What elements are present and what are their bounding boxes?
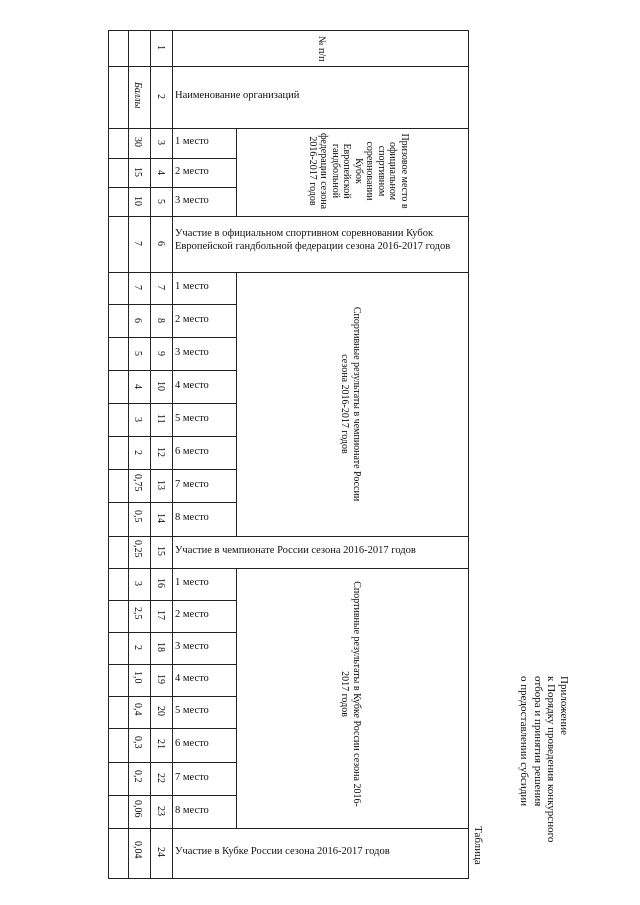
row-label: 6 место	[175, 445, 209, 457]
row-divider	[108, 436, 237, 437]
group-label-russia-championship: Спортивные результаты в чемпионате России сезона 2016-2017 годов	[339, 306, 362, 502]
row-points: 3	[132, 581, 143, 586]
row-number: 3	[155, 140, 166, 145]
group-column-divider	[236, 272, 237, 536]
row-divider	[108, 795, 237, 796]
row-divider	[108, 762, 237, 763]
row-points: 3	[132, 416, 143, 422]
header-number-label	[316, 36, 327, 62]
row-number: 20	[155, 706, 166, 716]
row-number: 23	[155, 805, 166, 816]
row-label: Участие в Кубке России сезона 2016-2017 годов	[175, 846, 390, 857]
table-caption: Таблица	[472, 826, 484, 865]
row-points: 0,04	[132, 841, 143, 859]
row-label: 1 место	[175, 136, 209, 147]
row-number: 4	[155, 169, 166, 175]
row-divider	[108, 664, 237, 665]
group-column-divider	[236, 568, 237, 828]
row-points: 2	[132, 645, 143, 650]
row-label: 3 место	[175, 346, 209, 358]
appendix-note-line: к Порядку проведения конкурсного	[544, 676, 557, 843]
row-label: 8 место	[175, 804, 209, 816]
row-points: 0,75	[132, 473, 143, 491]
row-number: 24	[155, 847, 166, 857]
row-divider	[108, 568, 469, 569]
row-points: 1,0	[132, 671, 143, 684]
row-points: 15	[132, 166, 143, 177]
appendix-note-line: Приложение	[558, 676, 570, 736]
row-divider	[108, 370, 237, 371]
row-number: 16	[155, 578, 166, 588]
row-number: 21	[155, 739, 166, 749]
row-number: 18	[155, 642, 166, 652]
row-points: 0,3	[132, 736, 143, 749]
row-divider	[108, 337, 237, 338]
row-number: 6	[155, 241, 166, 246]
row-divider	[108, 403, 237, 404]
row-number: 14	[155, 513, 166, 523]
row-divider	[108, 600, 237, 601]
row-number: 11	[155, 413, 166, 424]
row-number: 10	[155, 380, 166, 391]
row-label: 1 место	[175, 281, 209, 292]
row-points: 5	[132, 350, 143, 356]
row-points: 0,2	[132, 769, 143, 782]
row-label: 2 место	[175, 609, 209, 620]
row-number: 12	[155, 446, 166, 457]
row-divider	[108, 30, 469, 31]
row-label: Наименование организаций	[175, 90, 300, 101]
appendix-note-line: о предоставлении субсидии	[518, 676, 531, 807]
row-label: 3 место	[175, 641, 209, 652]
row-label: 3 место	[175, 194, 209, 206]
group-label-ehf-prize: Призовое место в официальном спортивном соревновании Кубок Европейской гандбольной федерации сезона 2016-2017 годов	[307, 132, 410, 210]
row-points: 7	[132, 241, 143, 246]
row-divider	[108, 728, 237, 729]
row-points: 10	[132, 195, 143, 206]
row-label: 2 место	[175, 313, 209, 325]
row-label: 5 место	[175, 412, 209, 424]
row-label: 1 место	[175, 577, 209, 588]
row-label: 4 место	[175, 379, 209, 391]
row-label: 8 место	[175, 512, 209, 523]
row-divider	[108, 469, 237, 470]
row-number: 22	[155, 772, 166, 783]
row-divider	[108, 216, 469, 217]
row-points: 6	[132, 317, 143, 323]
row-number: 2	[155, 94, 166, 99]
row-number: 1	[155, 45, 166, 50]
row-number: 9	[155, 350, 166, 356]
row-divider	[108, 158, 237, 159]
row-points: 4	[132, 383, 143, 389]
row-label: Участие в чемпионате России сезона 2016-2017 годов	[175, 545, 416, 556]
row-points: 2,5	[132, 607, 143, 620]
row-divider	[108, 272, 469, 273]
row-divider	[108, 304, 237, 305]
group-column-divider	[236, 128, 237, 216]
row-number: 19	[155, 674, 166, 684]
row-number: 15	[155, 546, 166, 556]
row-points: Баллы	[132, 82, 143, 109]
row-points: 0,25	[132, 540, 143, 558]
row-label: Участие в официальном спортивном соревновании Кубок Европейской гандбольной федерации сезона 2016-2017 годов	[175, 228, 451, 253]
row-points: 0,06	[132, 799, 143, 817]
row-divider	[108, 696, 237, 697]
row-label: 7 место	[175, 771, 209, 783]
row-label: 4 место	[175, 673, 209, 684]
row-number: 8	[155, 317, 166, 323]
row-divider	[108, 536, 469, 537]
row-points: 0,5	[132, 510, 143, 523]
row-points: 2	[132, 449, 143, 455]
row-label: 5 место	[175, 705, 209, 716]
row-divider	[108, 502, 237, 503]
row-divider	[108, 828, 469, 829]
header-number-text: № п/п	[316, 36, 327, 62]
row-divider	[108, 187, 237, 188]
appendix-note-line: отбора и принятия решения	[531, 676, 544, 807]
appendix-note	[517, 676, 570, 842]
row-divider	[108, 878, 469, 879]
table-border-right	[468, 30, 469, 878]
row-divider	[108, 632, 237, 633]
row-divider	[108, 66, 469, 67]
row-number: 5	[155, 198, 166, 204]
row-label: 6 место	[175, 738, 209, 749]
row-label: 7 место	[175, 478, 209, 490]
row-number: 13	[155, 479, 166, 490]
group-label-russia-cup: Спортивные результаты в Кубке России сезона 2016-2017 годов	[339, 581, 362, 807]
row-label: 2 место	[175, 165, 209, 177]
row-points: 0,4	[132, 703, 143, 716]
row-points: 30	[132, 137, 143, 147]
row-divider	[108, 128, 469, 129]
row-number: 7	[155, 285, 166, 290]
row-points: 7	[132, 285, 143, 290]
row-number: 17	[155, 610, 166, 620]
